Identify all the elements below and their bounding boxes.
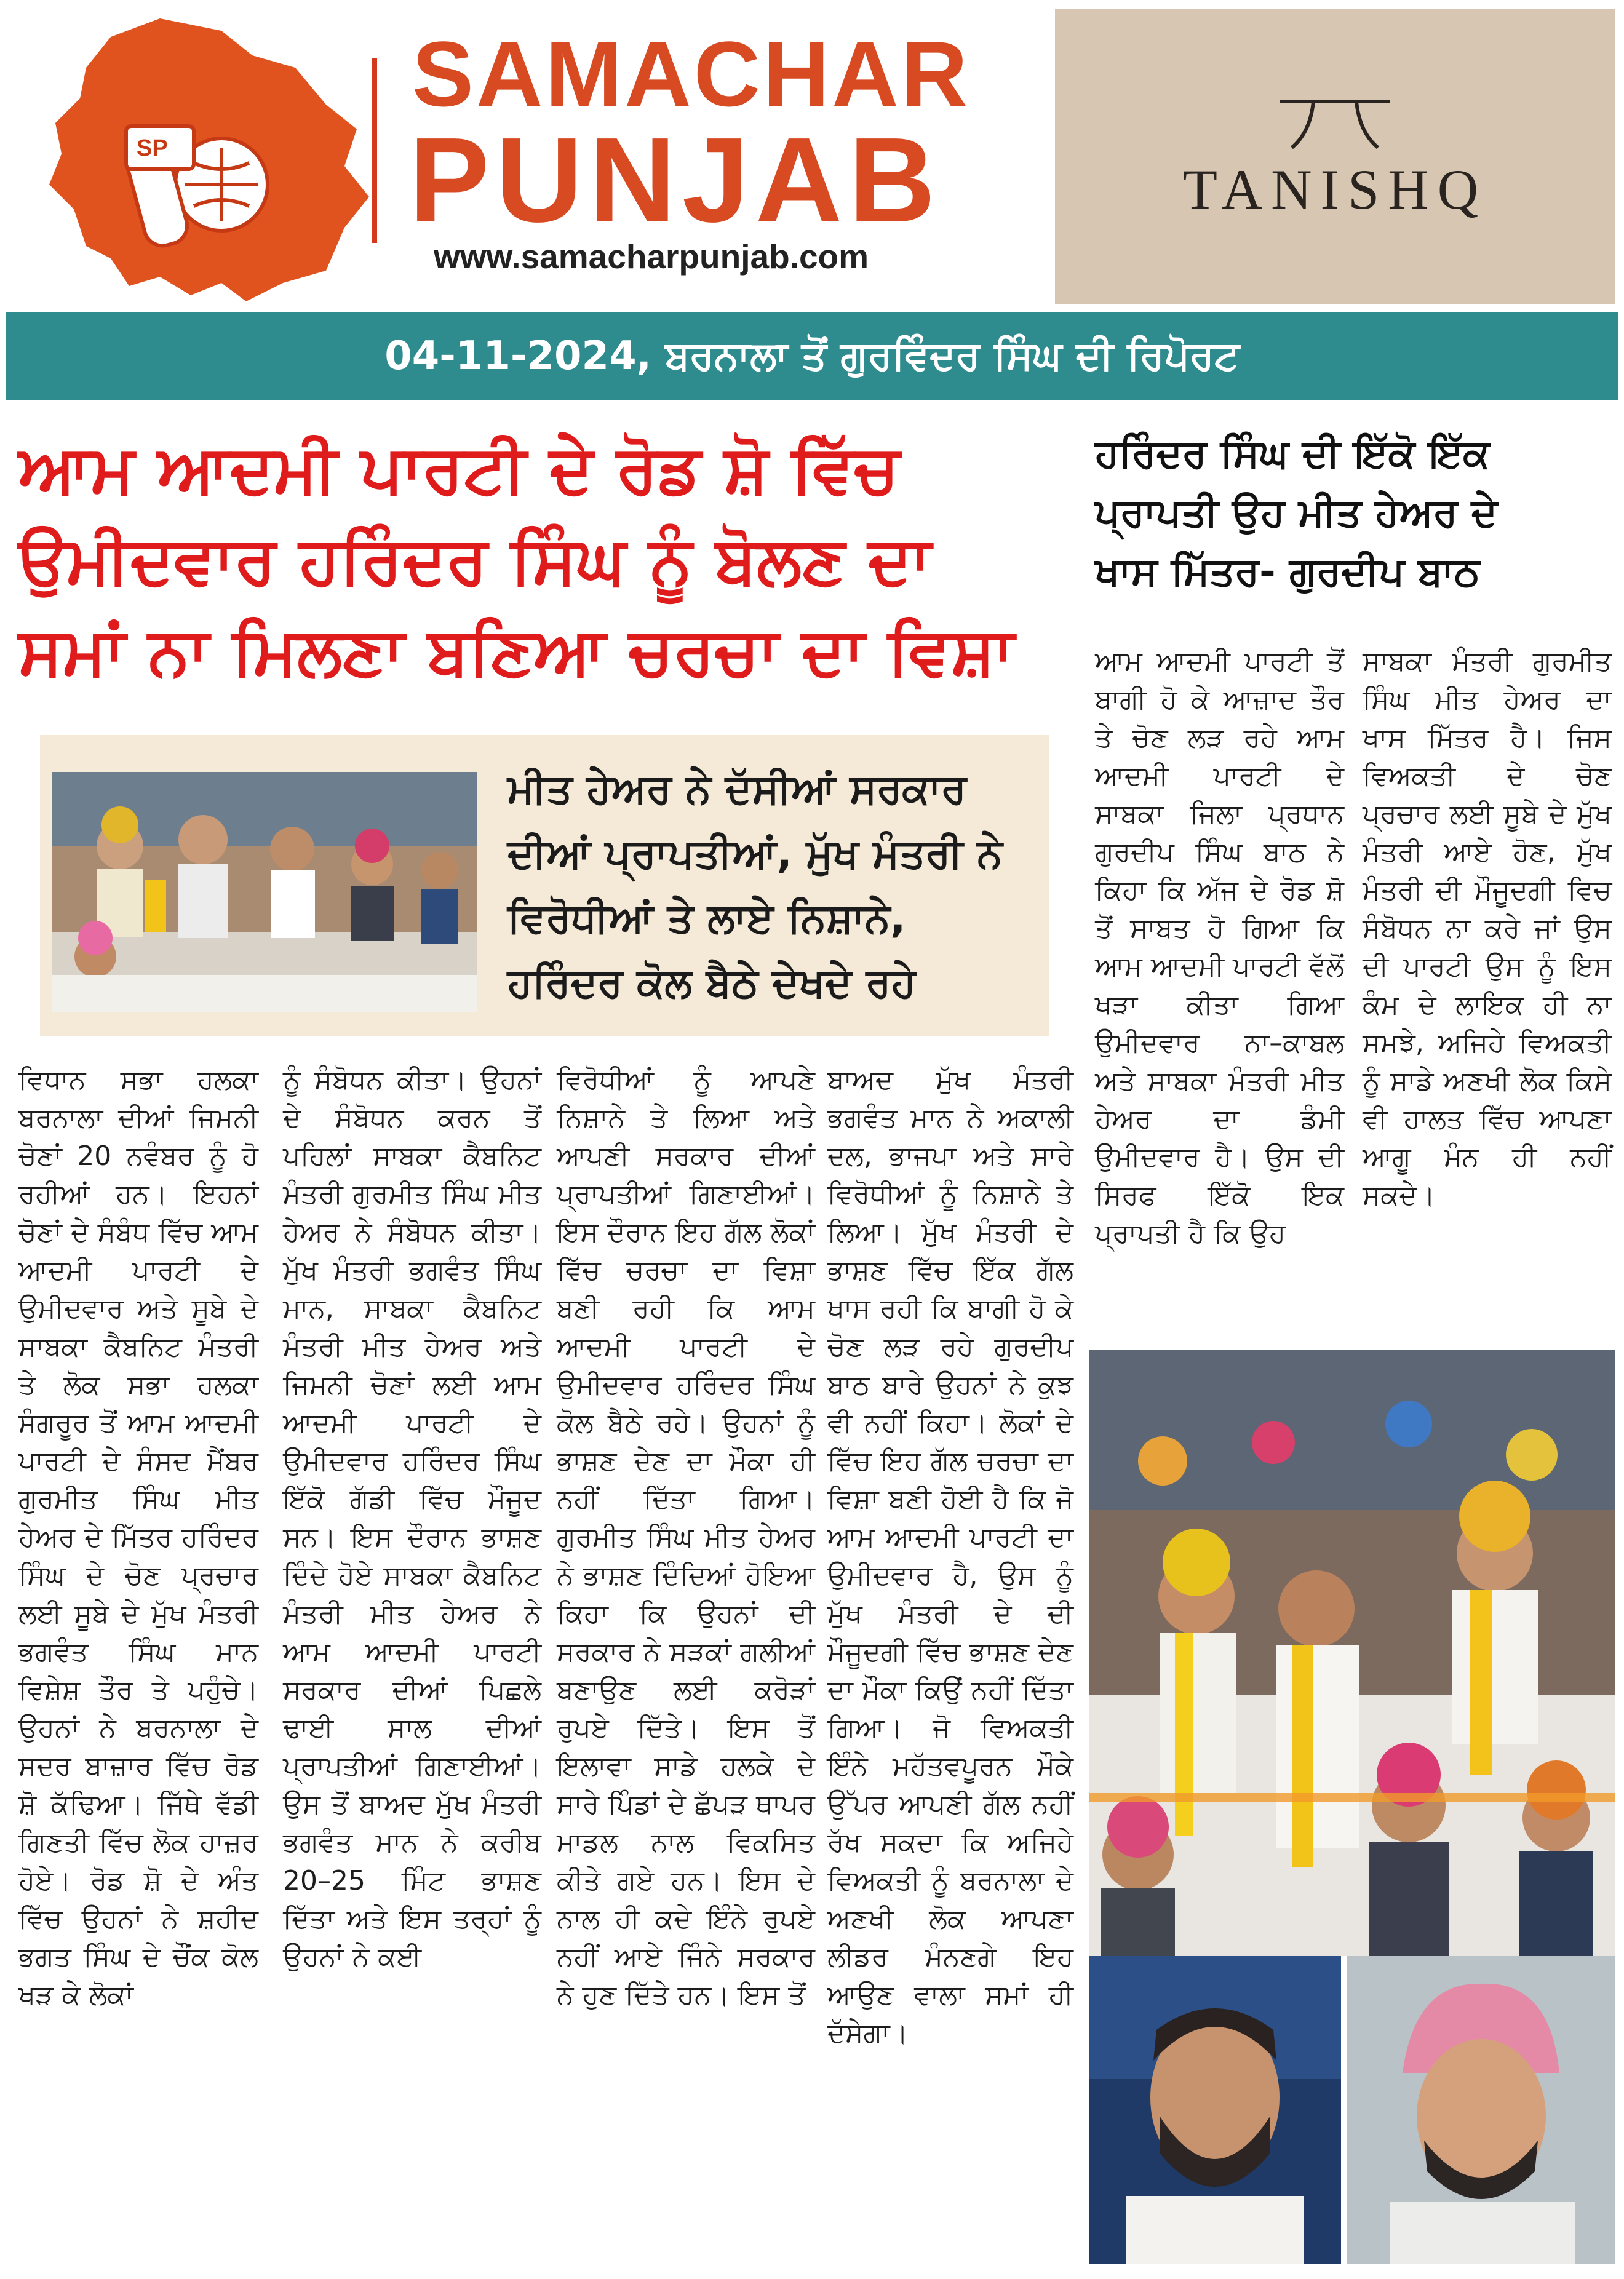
logo-badge-text: SP [137, 135, 168, 161]
article-column-3: ਵਿਰੋਧੀਆਂ ਨੂੰ ਆਪਣੇ ਨਿਸ਼ਾਨੇ ਤੇ ਲਿਆ ਅਤੇ ਆਪਣੀ ਸਰਕਾਰ ਦੀਆਂ ਪ੍ਰਾਪਤੀਆਂ ਗਿਣਾਈਆਂ। ਇਸ ਦੌਰਾਨ ਇਹ ਗੱਲ ਲੋਕਾਂ ਵਿੱਚ ਚਰਚਾ ਦਾ ਵਿਸ਼ਾ ਬਣੀ ਰਹੀ ਕਿ ਆਮ ਆਦਮੀ ਪਾਰਟੀ ਦੇ ਉਮੀਦਵਾਰ ਹਰਿੰਦਰ ਸਿੰਘ ਕੋਲ ਬੈਠੇ ਰਹੇ। ਉਹਨਾਂ ਨੂੰ ਭਾਸ਼ਣ ਦੇਣ ਦਾ ਮੌਕਾ ਹੀ ਨਹੀਂ ਦਿੱਤਾ ਗਿਆ। ਗੁਰਮੀਤ ਸਿੰਘ ਮੀਤ ਹੇਅਰ ਨੇ ਭਾਸ਼ਣ ਦਿੰਦਿਆਂ ਹੋਇਆ ਕਿਹਾ ਕਿ ਉਹਨਾਂ ਦੀ ਸਰਕਾਰ ਨੇ ਸੜਕਾਂ ਗਲੀਆਂ ਬਣਾਉਣ ਲਈ ਕਰੋੜਾਂ ਰੁਪਏ ਦਿੱਤੇ। ਇਸ ਤੋਂ ਇਲਾਵਾ ਸਾਡੇ ਹਲਕੇ ਦੇ ਸਾਰੇ ਪਿੰਡਾਂ ਦੇ ਛੱਪੜ ਥਾਪਰ ਮਾਡਲ ਨਾਲ ਵਿਕਸਿਤ ਕੀਤੇ ਗਏ ਹਨ। ਇਸ ਦੇ ਨਾਲ ਹੀ ਕਦੇ ਇੰਨੇ ਰੁਪਏ ਨਹੀਂ ਆਏ ਜਿੰਨੇ ਸਰਕਾਰ ਨੇ ਹੁਣ ਦਿੱਤੇ ਹਨ। ਇਸ ਤੋਂ [557, 1064, 815, 2011]
punjab-map-logo [37, 12, 381, 304]
side-headline-line2: ਪ੍ਰਾਪਤੀ ਉਹ ਮੀਤ ਹੇਅਰ ਦੇ [1095, 490, 1498, 536]
advertisement-banner[interactable] [1055, 9, 1615, 304]
side-article-column-2: ਸਾਬਕਾ ਮੰਤਰੀ ਗੁਰਮੀਤ ਸਿੰਘ ਮੀਤ ਹੇਅਰ ਦਾ ਖਾਸ ਮਿੱਤਰ ਹੈ। ਜਿਸ ਵਿਅਕਤੀ ਦੇ ਚੋਣ ਪ੍ਰਚਾਰ ਲਈ ਸੂਬੇ ਦੇ ਮੁੱਖ ਮੰਤਰੀ ਆਏ ਹੋਣ, ਮੁੱਖ ਮੰਤਰੀ ਦੀ ਮੌਜੂਦਗੀ ਵਿਚ ਸੰਬੋਧਨ ਨਾ ਕਰੇ ਜਾਂ ਉਸ ਦੀ ਪਾਰਟੀ ਉਸ ਨੂੰ ਇਸ ਕੰਮ ਦੇ ਲਾਇਕ ਹੀ ਨਾ ਸਮਝੇ, ਅਜਿਹੇ ਵਿਅਕਤੀ ਨੂੰ ਸਾਡੇ ਅਣਖੀ ਲੋਕ ਕਿਸੇ ਵੀ ਹਾਲਤ ਵਿੱਚ ਆਪਣਾ ਆਗੂ ਮੰਨ ਹੀ ਨਹੀਂ ਸਕਦੇ। [1363, 646, 1612, 1211]
main-headline-line2: ਉਮੀਦਵਾਰ ਹਰਿੰਦਰ ਸਿੰਘ ਨੂੰ ਬੋਲਣ ਦਾ [18, 522, 931, 599]
brand-title-line1: SAMACHAR [412, 22, 970, 125]
sub-headline-line3: ਵਿਰੋਧੀਆਂ ਤੇ ਲਾਏ ਨਿਸ਼ਾਨੇ, [507, 894, 906, 942]
side-headline-line1: ਹਰਿੰਦਰ ਸਿੰਘ ਦੀ ਇੱਕੋ ਇੱਕ [1095, 431, 1490, 477]
brand-title-line2: PUNJAB [409, 113, 942, 247]
sub-headline-line1: ਮੀਤ ਹੇਅਰ ਨੇ ਦੱਸੀਆਂ ਸਰਕਾਰ [507, 765, 967, 813]
website-link[interactable]: www.samacharpunjab.com [434, 237, 869, 276]
sub-headline [507, 757, 1037, 1015]
main-headline-line3: ਸਮਾਂ ਨਾ ਮਿਲਣਾ ਬਣਿਆ ਚਰਚਾ ਦਾ ਵਿਸ਼ਾ [18, 613, 1014, 690]
sub-headline-box [40, 735, 1049, 1036]
tanishq-mark-icon [1267, 89, 1403, 157]
main-headline [18, 424, 1064, 698]
header-divider [372, 58, 377, 243]
article-column-4: ਬਾਅਦ ਮੁੱਖ ਮੰਤਰੀ ਭਗਵੰਤ ਮਾਨ ਨੇ ਅਕਾਲੀ ਦਲ, ਭਾਜਪਾ ਅਤੇ ਸਾਰੇ ਵਿਰੋਧੀਆਂ ਨੂੰ ਨਿਸ਼ਾਨੇ ਤੇ ਲਿਆ। ਮੁੱਖ ਮੰਤਰੀ ਦੇ ਭਾਸ਼ਣ ਵਿੱਚ ਇੱਕ ਗੱਲ ਖਾਸ ਰਹੀ ਕਿ ਬਾਗੀ ਹੋ ਕੇ ਚੋਣ ਲੜ ਰਹੇ ਗੁਰਦੀਪ ਬਾਠ ਬਾਰੇ ਉਹਨਾਂ ਨੇ ਕੁਝ ਵੀ ਨਹੀਂ ਕਿਹਾ। ਲੋਕਾਂ ਦੇ ਵਿੱਚ ਇਹ ਗੱਲ ਚਰਚਾ ਦਾ ਵਿਸ਼ਾ ਬਣੀ ਹੋਈ ਹੈ ਕਿ ਜੋ ਆਮ ਆਦਮੀ ਪਾਰਟੀ ਦਾ ਉਮੀਦਵਾਰ ਹੈ, ਉਸ ਨੂੰ ਮੁੱਖ ਮੰਤਰੀ ਦੇ ਦੀ ਮੌਜੂਦਗੀ ਵਿੱਚ ਭਾਸ਼ਣ ਦੇਣ ਦਾ ਮੌਕਾ ਕਿਉਂ ਨਹੀਂ ਦਿੱਤਾ ਗਿਆ। ਜੋ ਵਿਅਕਤੀ ਇੰਨੇ ਮਹੱਤਵਪੂਰਨ ਮੌਕੇ ਉੱਪਰ ਆਪਣੀ ਗੱਲ ਨਹੀਂ ਰੱਖ ਸਕਦਾ ਕਿ ਅਜਿਹੇ ਵਿਅਕਤੀ ਨੂੰ ਬਰਨਾਲਾ ਦੇ ਅਣਖੀ ਲੋਕ ਆਪਣਾ ਲੀਡਰ ਮੰਨਣਗੇ ਇਹ ਆਉਣ ਵਾਲਾ ਸਮਾਂ ਹੀ ਦੱਸੇਗਾ। [827, 1064, 1073, 2049]
side-headline [1095, 424, 1612, 602]
roadshow-photo-small [52, 772, 477, 1012]
side-headline-line3: ਖਾਸ ਮਿੱਤਰ- ਗੁਰਦੀਪ ਬਾਠ [1095, 549, 1480, 595]
ad-brand-name: TANISHQ [1182, 158, 1487, 221]
report-dateline: 04-11-2024, ਬਰਨਾਲਾ ਤੋਂ ਗੁਰਵਿੰਦਰ ਸਿੰਘ ਦੀ ਰਿਪੋਰਟ [384, 333, 1240, 379]
article-column-2: ਨੂੰ ਸੰਬੋਧਨ ਕੀਤਾ। ਉਹਨਾਂ ਦੇ ਸੰਬੋਧਨ ਕਰਨ ਤੋਂ ਪਹਿਲਾਂ ਸਾਬਕਾ ਕੈਬਨਿਟ ਮੰਤਰੀ ਗੁਰਮੀਤ ਸਿੰਘ ਮੀਤ ਹੇਅਰ ਨੇ ਸੰਬੋਧਨ ਕੀਤਾ। ਮੁੱਖ ਮੰਤਰੀ ਭਗਵੰਤ ਸਿੰਘ ਮਾਨ, ਸਾਬਕਾ ਕੈਬਨਿਟ ਮੰਤਰੀ ਮੀਤ ਹੇਅਰ ਅਤੇ ਜਿਮਨੀ ਚੋਣਾਂ ਲਈ ਆਮ ਆਦਮੀ ਪਾਰਟੀ ਦੇ ਉਮੀਦਵਾਰ ਹਰਿੰਦਰ ਸਿੰਘ ਇੱਕੋ ਗੱਡੀ ਵਿੱਚ ਮੌਜੂਦ ਸਨ। ਇਸ ਦੌਰਾਨ ਭਾਸ਼ਣ ਦਿੰਦੇ ਹੋਏ ਸਾਬਕਾ ਕੈਬਨਿਟ ਮੰਤਰੀ ਮੀਤ ਹੇਅਰ ਨੇ ਆਮ ਆਦਮੀ ਪਾਰਟੀ ਸਰਕਾਰ ਦੀਆਂ ਪਿਛਲੇ ਢਾਈ ਸਾਲ ਦੀਆਂ ਪ੍ਰਾਪਤੀਆਂ ਗਿਣਾਈਆਂ। ਉਸ ਤੋਂ ਬਾਅਦ ਮੁੱਖ ਮੰਤਰੀ ਭਗਵੰਤ ਮਾਨ ਨੇ ਕਰੀਬ 20–25 ਮਿੰਟ ਭਾਸ਼ਣ ਦਿੱਤਾ ਅਤੇ ਇਸ ਤਰ੍ਹਾਂ ਨੂੰ ਉਹਨਾਂ ਨੇ ਕਈ [283, 1064, 541, 1973]
sub-headline-line4: ਹਰਿੰਦਰ ਕੋਲ ਬੈਠੇ ਦੇਖਦੇ ਰਹੇ [507, 959, 917, 1006]
masthead [0, 0, 1624, 311]
portrait-candidate-harinder [1347, 1956, 1615, 2264]
portrait-candidate-bath [1089, 1956, 1341, 2264]
main-headline-line1: ਆਮ ਆਦਮੀ ਪਾਰਟੀ ਦੇ ਰੋਡ ਸ਼ੋ ਵਿੱਚ [18, 431, 899, 508]
report-band [6, 312, 1618, 400]
side-article-column-1: ਆਮ ਆਦਮੀ ਪਾਰਟੀ ਤੋਂ ਬਾਗੀ ਹੋ ਕੇ ਆਜ਼ਾਦ ਤੌਰ ਤੇ ਚੋਣ ਲੜ ਰਹੇ ਆਮ ਆਦਮੀ ਪਾਰਟੀ ਦੇ ਸਾਬਕਾ ਜਿਲਾ ਪ੍ਰਧਾਨ ਗੁਰਦੀਪ ਸਿੰਘ ਬਾਠ ਨੇ ਕਿਹਾ ਕਿ ਅੱਜ ਦੇ ਰੋਡ ਸ਼ੋ ਤੋਂ ਸਾਬਤ ਹੋ ਗਿਆ ਕਿ ਆਮ ਆਦਮੀ ਪਾਰਟੀ ਵੱਲੋਂ ਖੜਾ ਕੀਤਾ ਗਿਆ ਉਮੀਦਵਾਰ ਨਾ–ਕਾਬਲ ਅਤੇ ਸਾਬਕਾ ਮੰਤਰੀ ਮੀਤ ਹੇਅਰ ਦਾ ਡੰਮੀ ਉਮੀਦਵਾਰ ਹੈ। ਉਸ ਦੀ ਸਿਰਫ ਇੱਕੋ ਇਕ ਪ੍ਰਾਪਤੀ ਹੈ ਕਿ ਉਹ [1095, 646, 1344, 1249]
roadshow-photo-large [1089, 1350, 1615, 1956]
article-column-1: ਵਿਧਾਨ ਸਭਾ ਹਲਕਾ ਬਰਨਾਲਾ ਦੀਆਂ ਜਿਮਨੀ ਚੋਣਾਂ 20 ਨਵੰਬਰ ਨੂੰ ਹੋ ਰਹੀਆਂ ਹਨ। ਇਹਨਾਂ ਚੋਣਾਂ ਦੇ ਸੰਬੰਧ ਵਿੱਚ ਆਮ ਆਦਮੀ ਪਾਰਟੀ ਦੇ ਉਮੀਦਵਾਰ ਅਤੇ ਸੂਬੇ ਦੇ ਸਾਬਕਾ ਕੈਬਨਿਟ ਮੰਤਰੀ ਤੇ ਲੋਕ ਸਭਾ ਹਲਕਾ ਸੰਗਰੂਰ ਤੋਂ ਆਮ ਆਦਮੀ ਪਾਰਟੀ ਦੇ ਸੰਸਦ ਮੈਂਬਰ ਗੁਰਮੀਤ ਸਿੰਘ ਮੀਤ ਹੇਅਰ ਦੇ ਮਿੱਤਰ ਹਰਿੰਦਰ ਸਿੰਘ ਦੇ ਚੋਣ ਪ੍ਰਚਾਰ ਲਈ ਸੂਬੇ ਦੇ ਮੁੱਖ ਮੰਤਰੀ ਭਗਵੰਤ ਸਿੰਘ ਮਾਨ ਵਿਸ਼ੇਸ਼ ਤੌਰ ਤੇ ਪਹੁੰਚੇ। ਉਹਨਾਂ ਨੇ ਬਰਨਾਲਾ ਦੇ ਸਦਰ ਬਾਜ਼ਾਰ ਵਿੱਚ ਰੋਡ ਸ਼ੋ ਕੱਢਿਆ। ਜਿੱਥੇ ਵੱਡੀ ਗਿਣਤੀ ਵਿੱਚ ਲੋਕ ਹਾਜ਼ਰ ਹੋਏ। ਰੋਡ ਸ਼ੋ ਦੇ ਅੰਤ ਵਿੱਚ ਉਹਨਾਂ ਨੇ ਸ਼ਹੀਦ ਭਗਤ ਸਿੰਘ ਦੇ ਚੌਂਕ ਕੋਲ ਖੜ ਕੇ ਲੋਕਾਂ [18, 1064, 258, 2011]
sub-headline-line2: ਦੀਆਂ ਪ੍ਰਾਪਤੀਆਂ, ਮੁੱਖ ਮੰਤਰੀ ਨੇ [507, 830, 1003, 877]
